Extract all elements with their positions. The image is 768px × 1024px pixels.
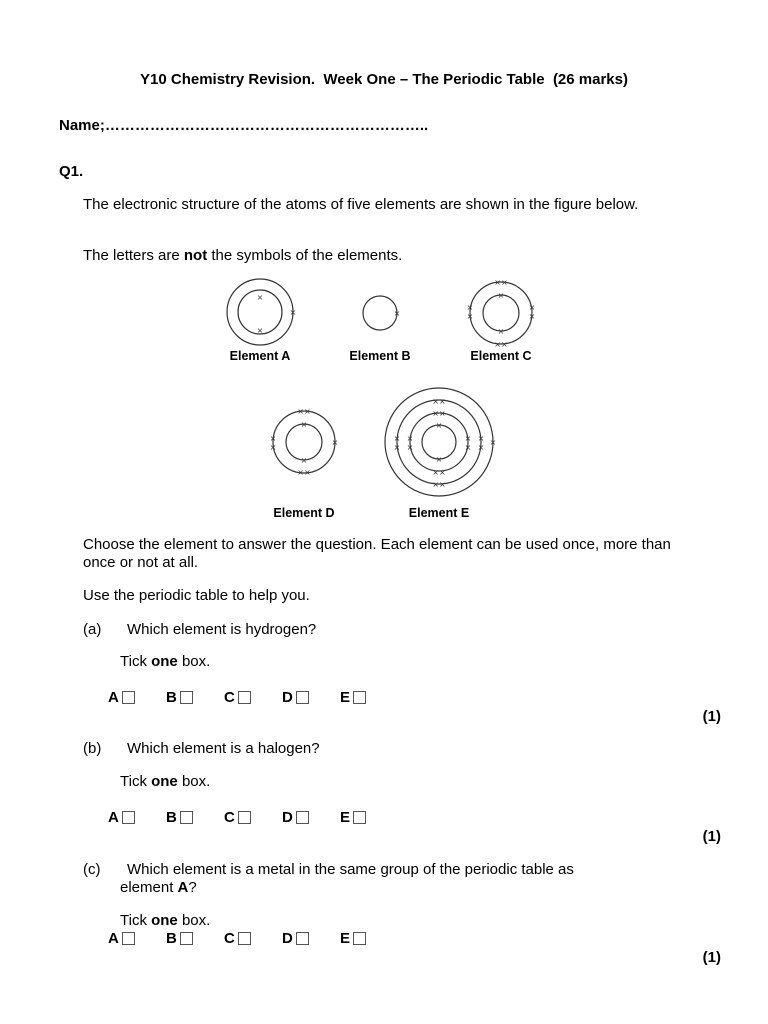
element-e-label: Element E	[408, 506, 470, 520]
checkbox[interactable]	[296, 932, 309, 945]
option-b[interactable]: B	[166, 809, 224, 826]
question-number: Q1.	[59, 163, 84, 180]
electron-structure-figure	[215, 272, 555, 527]
part-b-question: Which element is a halogen?	[127, 740, 320, 757]
option-e[interactable]: E	[340, 809, 398, 826]
element-b-diagram	[363, 296, 397, 330]
svg-text:×: ×	[464, 434, 472, 443]
option-b[interactable]: B	[166, 930, 224, 947]
option-a[interactable]: A	[108, 809, 166, 826]
option-a[interactable]: A	[108, 930, 166, 947]
option-d[interactable]: D	[282, 930, 340, 947]
checkbox[interactable]	[122, 691, 135, 704]
part-b-marks: (1)	[702, 828, 721, 845]
element-b-label: Element B	[349, 349, 411, 363]
part-c-tick-instruction: Tick one box.	[120, 912, 211, 929]
part-a-tick-instruction: Tick one box.	[120, 653, 211, 670]
svg-text:××: ××	[297, 468, 311, 477]
part-a-label: (a)	[83, 621, 102, 638]
svg-text:×: ×	[528, 303, 536, 312]
option-a[interactable]: A	[108, 689, 166, 706]
svg-text:××: ××	[432, 409, 446, 418]
checkbox[interactable]	[180, 932, 193, 945]
svg-text:××: ××	[494, 340, 508, 349]
svg-text:×: ×	[393, 434, 401, 443]
option-c[interactable]: C	[224, 689, 282, 706]
part-c-label: (c)	[83, 861, 101, 878]
checkbox[interactable]	[353, 691, 366, 704]
q1-letters-note: The letters are not the symbols of the elements.	[83, 247, 403, 264]
part-a-marks: (1)	[702, 708, 721, 725]
checkbox[interactable]	[180, 811, 193, 824]
checkbox[interactable]	[296, 691, 309, 704]
q1-instructions: Choose the element to answer the question. Each element can be used once, more than once or not at all.	[83, 536, 671, 571]
element-d-label: Element D	[273, 506, 335, 520]
svg-text:×: ×	[406, 434, 414, 443]
option-e[interactable]: E	[340, 689, 398, 706]
svg-text:×: ×	[435, 421, 443, 430]
svg-text:×: ×	[466, 303, 474, 312]
checkbox[interactable]	[122, 932, 135, 945]
part-c-question-line1: Which element is a metal in the same group of the periodic table as	[127, 861, 574, 878]
name-field-line: Name;………………………………………………………..	[59, 117, 429, 134]
svg-text:×: ×	[466, 312, 474, 321]
svg-text:××: ××	[432, 480, 446, 489]
element-a-label: Element A	[229, 349, 291, 363]
svg-text:×: ×	[464, 443, 472, 452]
part-c-marks: (1)	[702, 949, 721, 966]
svg-text:×: ×	[300, 456, 308, 465]
svg-text:×: ×	[477, 443, 485, 452]
svg-text:×: ×	[477, 434, 485, 443]
option-c[interactable]: C	[224, 930, 282, 947]
part-b-label: (b)	[83, 740, 102, 757]
svg-text:×: ×	[269, 443, 277, 452]
element-a-diagram	[227, 279, 293, 345]
svg-text:××: ××	[494, 278, 508, 287]
option-e[interactable]: E	[340, 930, 398, 947]
part-a-question: Which element is hydrogen?	[127, 621, 317, 638]
page-title: Y10 Chemistry Revision. Week One – The Periodic Table (26 marks)	[140, 71, 628, 88]
svg-text:×: ×	[489, 438, 497, 447]
q1-intro: The electronic structure of the atoms of five elements are shown in the figure below.	[83, 196, 639, 213]
part-c-question-line2: element A?	[120, 879, 197, 896]
part-a-options	[108, 689, 398, 706]
option-b[interactable]: B	[166, 689, 224, 706]
svg-text:×: ×	[528, 312, 536, 321]
checkbox[interactable]	[353, 811, 366, 824]
svg-text:×: ×	[497, 327, 505, 336]
svg-text:××: ××	[432, 397, 446, 406]
svg-text:×: ×	[331, 438, 339, 447]
checkbox[interactable]	[296, 811, 309, 824]
svg-text:×: ×	[393, 443, 401, 452]
svg-text:×: ×	[256, 326, 264, 335]
checkbox[interactable]	[122, 811, 135, 824]
svg-text:××: ××	[297, 407, 311, 416]
svg-text:×: ×	[497, 291, 505, 300]
option-d[interactable]: D	[282, 809, 340, 826]
option-c[interactable]: C	[224, 809, 282, 826]
svg-text:×: ×	[269, 434, 277, 443]
part-b-tick-instruction: Tick one box.	[120, 773, 211, 790]
checkbox[interactable]	[238, 811, 251, 824]
checkbox[interactable]	[180, 691, 193, 704]
svg-text:×: ×	[300, 420, 308, 429]
checkbox[interactable]	[238, 932, 251, 945]
svg-text:×: ×	[406, 443, 414, 452]
svg-text:×: ×	[393, 309, 401, 318]
element-c-label: Element C	[470, 349, 532, 363]
q1-periodic-table-hint: Use the periodic table to help you.	[83, 587, 310, 604]
checkbox[interactable]	[353, 932, 366, 945]
svg-text:×: ×	[256, 293, 264, 302]
part-c-options	[108, 930, 398, 947]
option-d[interactable]: D	[282, 689, 340, 706]
svg-text:×: ×	[435, 455, 443, 464]
svg-text:×: ×	[289, 308, 297, 317]
svg-text:××: ××	[432, 468, 446, 477]
part-b-options	[108, 809, 398, 826]
checkbox[interactable]	[238, 691, 251, 704]
